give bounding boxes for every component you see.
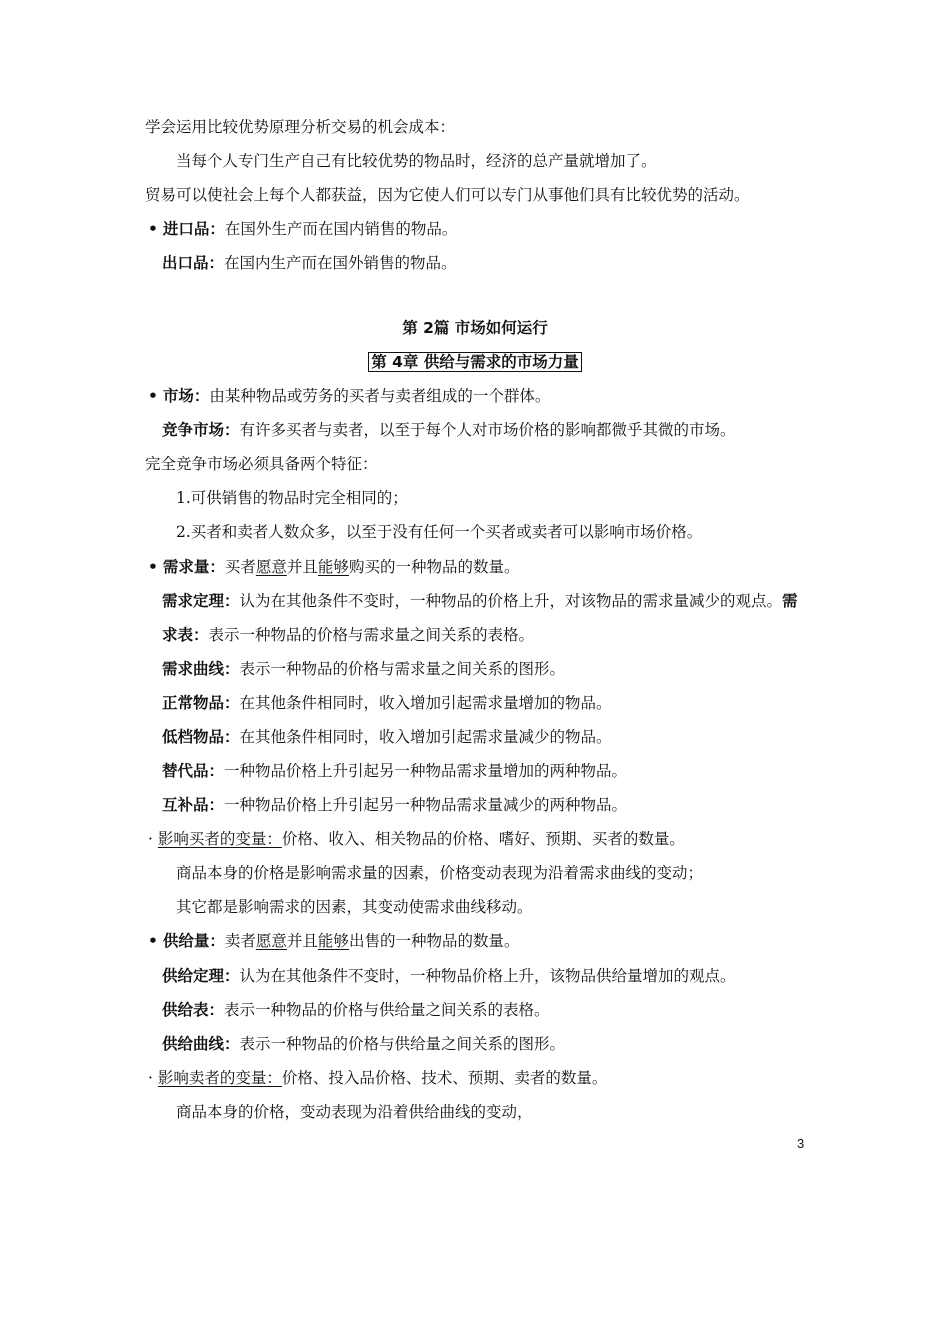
term-exports: 出口品：	[162, 254, 225, 272]
term-seller-variables: 影响卖者的变量：	[157, 1069, 282, 1087]
term-supply-curve: 供给曲线：	[162, 1035, 240, 1053]
underlined-willing: 愿意	[255, 932, 287, 950]
bullet: •	[148, 387, 158, 405]
paragraph-trade-benefit: 贸易可以使社会上每个人都获益，因为它使人们可以专门从事他们具有比较优势的活动。	[145, 186, 750, 204]
paragraph-total-output: 当每个人专门生产自己有比较优势的物品时，经济的总产量就增加了。	[176, 152, 657, 170]
perfect-competition-item-2: 2.买者和卖者人数众多，以至于没有任何一个买者或卖者可以影响市场价格。	[176, 523, 703, 541]
def-substitutes: 一种物品价格上升引起另一种物品需求量增加的两种物品。	[224, 762, 628, 780]
small-bullet: ·	[148, 1069, 153, 1087]
definition-supply-schedule	[162, 999, 550, 1021]
term-competitive-market: 竞争市场：	[162, 421, 240, 439]
buyer-note-2: 其它都是影响需求的因素，其变动使需求曲线移动。	[176, 898, 533, 916]
def-supply-curve: 表示一种物品的价格与供给量之间关系的图形。	[239, 1035, 566, 1053]
bullet: •	[148, 932, 158, 950]
definition-supply-curve	[162, 1033, 565, 1055]
definition-complements	[162, 794, 627, 816]
term-quantity-demanded: 需求量：	[162, 558, 225, 576]
term-imports: 进口品：	[162, 220, 225, 238]
definition-law-of-demand	[162, 590, 798, 612]
small-bullet: ·	[148, 830, 153, 848]
definition-demand-curve	[162, 658, 565, 680]
page-number: 3	[797, 1136, 805, 1151]
bullet: •	[148, 220, 158, 238]
def-law-of-supply: 认为在其他条件不变时，一种物品价格上升，该物品供给量增加的观点。	[239, 967, 736, 985]
def-demand-schedule: 表示一种物品的价格与需求量之间关系的表格。	[208, 626, 535, 644]
buyer-variables	[148, 828, 685, 850]
def-text: 买者	[224, 558, 256, 576]
def-seller-variables: 价格、投入品价格、技术、预期、卖者的数量。	[281, 1069, 608, 1087]
term-fragment: 需	[782, 592, 798, 610]
term-law-of-supply: 供给定理：	[162, 967, 240, 985]
term-supply-schedule: 供给表：	[162, 1001, 225, 1019]
term-quantity-supplied: 供给量：	[162, 932, 225, 950]
def-text: 购买的一种物品的数量。	[348, 558, 520, 576]
term-law-of-demand: 需求定理：	[162, 592, 240, 610]
underlined-able: 能够	[317, 558, 349, 576]
term-substitutes: 替代品：	[162, 762, 225, 780]
definition-quantity-supplied	[148, 930, 519, 952]
def-inferior-good: 在其他条件相同时，收入增加引起需求量减少的物品。	[239, 728, 612, 746]
definition-inferior-good	[162, 726, 612, 748]
def-imports: 在国外生产而在国内销售的物品。	[224, 220, 458, 238]
term-buyer-variables: 影响买者的变量：	[157, 830, 282, 848]
perfect-competition-item-1: 1.可供销售的物品时完全相同的；	[176, 489, 408, 507]
def-exports: 在国内生产而在国外销售的物品。	[224, 254, 457, 272]
chapter-title-wrap	[0, 351, 950, 373]
definition-law-of-supply	[162, 965, 736, 987]
term-complements: 互补品：	[162, 796, 225, 814]
definition-market	[148, 385, 550, 407]
perfect-competition-intro: 完全竞争市场必须具备两个特征：	[145, 455, 378, 473]
definition-substitutes	[162, 760, 627, 782]
term-normal-good: 正常物品：	[162, 694, 240, 712]
def-law-of-demand: 认为在其他条件不变时，一种物品的价格上升，对该物品的需求量减少的观点。	[239, 592, 783, 610]
def-demand-curve: 表示一种物品的价格与需求量之间关系的图形。	[239, 660, 566, 678]
term-market: 市场：	[162, 387, 210, 405]
seller-note-1: 商品本身的价格，变动表现为沿着供给曲线的变动，	[176, 1103, 533, 1121]
bullet: •	[148, 558, 158, 576]
seller-variables	[148, 1067, 607, 1089]
underlined-willing: 愿意	[255, 558, 287, 576]
def-buyer-variables: 价格、收入、相关物品的价格、嗜好、预期、买者的数量。	[281, 830, 685, 848]
definition-competitive-market	[162, 419, 736, 441]
definition-quantity-demanded	[148, 556, 519, 578]
chapter-title: 第 4章 供给与需求的市场力量	[368, 352, 582, 372]
definition-imports	[148, 218, 457, 240]
part-title: 第 2篇 市场如何运行	[402, 319, 548, 337]
term-demand-schedule: 求表：	[162, 626, 209, 644]
underlined-able: 能够	[317, 932, 349, 950]
term-inferior-good: 低档物品：	[162, 728, 240, 746]
definition-normal-good	[162, 692, 612, 714]
term-demand-curve: 需求曲线：	[162, 660, 240, 678]
def-text: 卖者	[224, 932, 256, 950]
definition-exports	[162, 252, 457, 274]
def-text: 并且	[286, 932, 318, 950]
def-normal-good: 在其他条件相同时，收入增加引起需求量增加的物品。	[239, 694, 612, 712]
def-competitive-market: 有许多买者与卖者，以至于每个人对市场价格的影响都微乎其微的市场。	[239, 421, 736, 439]
def-text: 出售的一种物品的数量。	[348, 932, 520, 950]
buyer-note-1: 商品本身的价格是影响需求量的因素，价格变动表现为沿着需求曲线的变动；	[176, 864, 704, 882]
definition-demand-schedule	[162, 624, 534, 646]
paragraph-comparative-advantage: 学会运用比较优势原理分析交易的机会成本：	[145, 118, 456, 136]
def-supply-schedule: 表示一种物品的价格与供给量之间关系的表格。	[224, 1001, 550, 1019]
def-market: 由某种物品或劳务的买者与卖者组成的一个群体。	[209, 387, 551, 405]
def-complements: 一种物品价格上升引起另一种物品需求量减少的两种物品。	[224, 796, 628, 814]
def-text: 并且	[286, 558, 318, 576]
